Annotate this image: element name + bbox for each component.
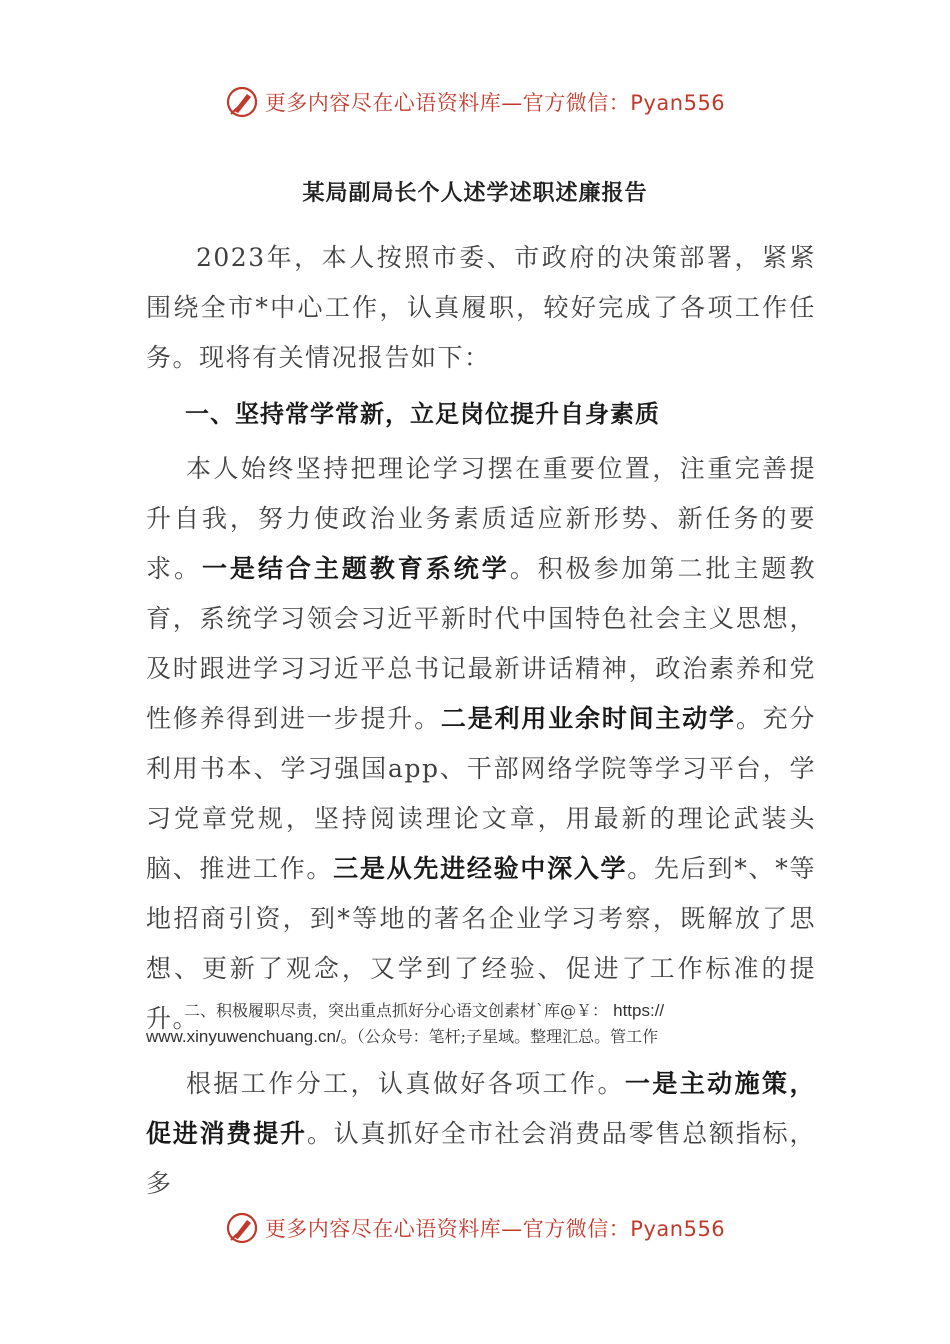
note-line1-url: https:// <box>613 1001 665 1020</box>
note-line1-cn: 二、积极履职尽责，突出重点抓好分心语文创素材`库@￥： <box>184 1001 609 1020</box>
section1-heading: 一、坚持常学常新，立足岗位提升自身素质 <box>185 400 660 428</box>
section2-paragraph <box>146 1059 816 1209</box>
section1-point1-text: 。积极参加第二批主题教育，系统学习领会习近平新时代中国特色社会主义思想，及时跟进学习习近平总书记最新讲话精神，政治素养和党性修养得到进一步提升。 <box>146 554 816 733</box>
footer-watermark-banner <box>0 1208 950 1248</box>
section1-lead: 本人始终坚持把理论学习摆在重要位置，注重完善提升自我，努力使政治业务素质适应新形势、新任务的要求。 <box>146 454 816 583</box>
note-line2-cn: 。（公众号：笔杆;子星域。整理汇总。管工作 <box>340 1027 659 1046</box>
section2-point1-title: 一是主动施策，促进消费提升 <box>146 1069 816 1148</box>
pen-nib-icon <box>225 1211 259 1245</box>
section1-point2-title: 二是利用业余时间主动学 <box>440 704 736 733</box>
document-title: 某局副局长个人述学述职述廉报告 <box>302 181 648 206</box>
banner-text: 更多内容尽在心语资料库—官方微信：Pyan556 <box>264 1217 726 1241</box>
section2-point1-text: 。认真抓好全市社会消费品零售总额指标，多 <box>146 1119 816 1198</box>
section1-point2-text: 。充分利用书本、学习强国app、干部网络学院等学习平台，学习党章党规，坚持阅读理论文章，用最新的理论武装头脑、推进工作。 <box>146 704 816 883</box>
section1-paragraph <box>146 444 816 1044</box>
note-line2-url: www.xinyuwenchuang.cn/ <box>146 1027 341 1046</box>
intro-paragraph <box>146 233 816 383</box>
banner-text: 更多内容尽在心语资料库—官方微信：Pyan556 <box>264 91 726 115</box>
section1-point3-title: 三是从先进经验中深入学 <box>333 854 628 883</box>
section1-point3-text: 。先后到*、*等地招商引资，到*等地的著名企业学习考察，既解放了思想、更新了观念，又学到了经验、促进了工作标准的提升。 <box>146 854 816 1033</box>
section2-lead: 根据工作分工，认真做好各项工作。 <box>186 1069 625 1098</box>
intro-text: 2023年，本人按照市委、市政府的决策部署，紧紧围绕全市*中心工作，认真履职，较好完成了各项工作任务。现将有关情况报告如下： <box>146 243 816 372</box>
pen-nib-icon <box>225 85 259 119</box>
section2-heading-note <box>146 998 816 1050</box>
section1-point1-title: 一是结合主题教育系统学 <box>201 554 510 583</box>
header-watermark-banner <box>0 82 950 122</box>
